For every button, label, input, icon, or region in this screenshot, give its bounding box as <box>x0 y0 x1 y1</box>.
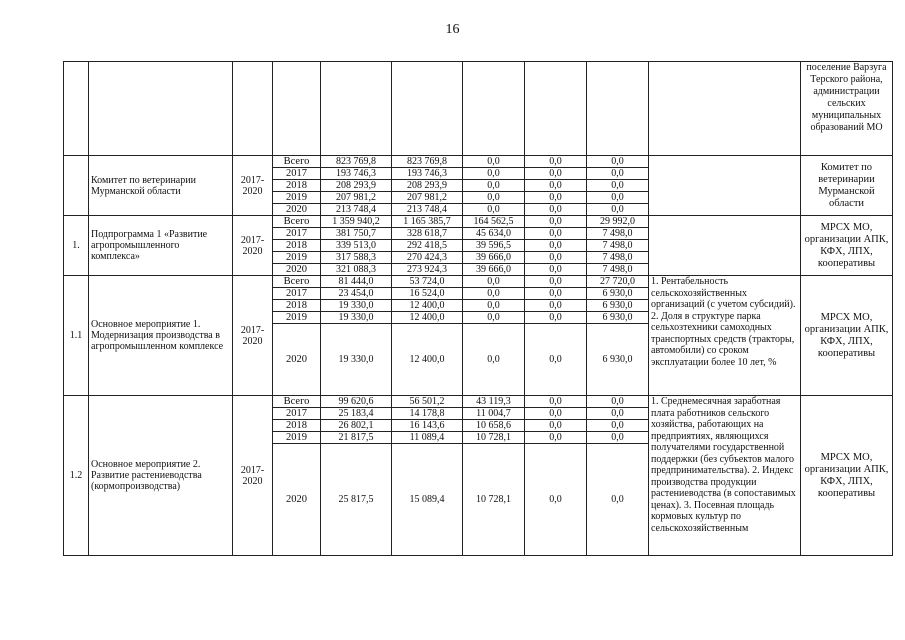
other-cell: 7 498,0 <box>587 252 649 264</box>
local-cell: 0,0 <box>525 228 587 240</box>
total-cell: 25 817,5 <box>321 444 392 556</box>
federal-cell: 0,0 <box>463 312 525 324</box>
local-cell: 0,0 <box>525 432 587 444</box>
local-cell: 0,0 <box>525 264 587 276</box>
regional-cell: 207 981,2 <box>392 192 463 204</box>
program-table <box>63 61 893 556</box>
other-cell: 6 930,0 <box>587 300 649 312</box>
year-cell: Всего <box>273 276 321 288</box>
year-cell: 2017 <box>273 288 321 300</box>
other-cell: 0,0 <box>587 420 649 432</box>
other-cell: 0,0 <box>587 204 649 216</box>
total-cell: 339 513,0 <box>321 240 392 252</box>
other-cell: 6 930,0 <box>587 324 649 396</box>
local-cell: 0,0 <box>525 252 587 264</box>
local-cell: 0,0 <box>525 300 587 312</box>
year-cell: 2017 <box>273 228 321 240</box>
federal-cell: 10 728,1 <box>463 432 525 444</box>
year-cell: 2020 <box>273 324 321 396</box>
total-cell: 213 748,4 <box>321 204 392 216</box>
regional-cell: 12 400,0 <box>392 300 463 312</box>
row-number: 1. <box>64 216 89 276</box>
year-cell: 2020 <box>273 444 321 556</box>
other-cell: 6 930,0 <box>587 288 649 300</box>
regional-cell: 270 424,3 <box>392 252 463 264</box>
indicators-cell: 1. Среднемесячная заработная плата работников сельского хозяйства, работающих на предприятиях, являющихся получателями государственной поддержки (без субъектов малого предпринимательства). 2. Индекс производства продукции растениеводства (в сопоставимых ценах). 3. Посевная площадь кормовых культур по сельскохозяйственным <box>649 396 801 556</box>
local-cell: 0,0 <box>525 312 587 324</box>
period-cell: 2017-2020 <box>233 216 273 276</box>
table-row <box>64 396 893 408</box>
indicators-cell <box>649 216 801 276</box>
regional-cell: 273 924,3 <box>392 264 463 276</box>
federal-cell: 0,0 <box>463 288 525 300</box>
regional-cell: 16 143,6 <box>392 420 463 432</box>
federal-cell: 0,0 <box>463 168 525 180</box>
federal-cell: 10 658,6 <box>463 420 525 432</box>
year-cell: 2019 <box>273 252 321 264</box>
local-cell: 0,0 <box>525 156 587 168</box>
local-cell: 0,0 <box>525 180 587 192</box>
local-cell: 0,0 <box>525 192 587 204</box>
year-cell: 2019 <box>273 432 321 444</box>
executor-cell: МРСХ МО, организации АПК, КФХ, ЛПХ, кооперативы <box>801 396 893 556</box>
year-cell: 2018 <box>273 300 321 312</box>
other-cell: 6 930,0 <box>587 312 649 324</box>
period-cell: 2017-2020 <box>233 276 273 396</box>
regional-cell: 11 089,4 <box>392 432 463 444</box>
federal-cell: 0,0 <box>463 276 525 288</box>
year-cell: Всего <box>273 396 321 408</box>
year-cell: 2017 <box>273 408 321 420</box>
local-cell: 0,0 <box>525 324 587 396</box>
regional-cell: 292 418,5 <box>392 240 463 252</box>
table-row <box>64 216 893 228</box>
regional-cell: 53 724,0 <box>392 276 463 288</box>
row-number: 1.1 <box>64 276 89 396</box>
regional-cell: 193 746,3 <box>392 168 463 180</box>
total-cell: 19 330,0 <box>321 300 392 312</box>
federal-cell: 45 634,0 <box>463 228 525 240</box>
other-cell: 0,0 <box>587 192 649 204</box>
other-cell: 0,0 <box>587 444 649 556</box>
total-cell: 19 330,0 <box>321 312 392 324</box>
total-cell: 99 620,6 <box>321 396 392 408</box>
other-cell: 7 498,0 <box>587 264 649 276</box>
regional-cell: 328 618,7 <box>392 228 463 240</box>
other-cell: 27 720,0 <box>587 276 649 288</box>
total-cell: 207 981,2 <box>321 192 392 204</box>
year-cell: Всего <box>273 216 321 228</box>
other-cell: 0,0 <box>587 156 649 168</box>
total-cell: 321 088,3 <box>321 264 392 276</box>
period-cell: 2017-2020 <box>233 156 273 216</box>
executor-cell: Комитет по ветеринарии Мурманской области <box>801 156 893 216</box>
year-cell: Всего <box>273 156 321 168</box>
year-cell: 2018 <box>273 240 321 252</box>
activity-name: Основное мероприятие 2. Развитие растениеводства (кормопроизводства) <box>89 396 233 556</box>
federal-cell: 0,0 <box>463 156 525 168</box>
regional-cell: 213 748,4 <box>392 204 463 216</box>
regional-cell: 1 165 385,7 <box>392 216 463 228</box>
federal-cell: 0,0 <box>463 180 525 192</box>
activity-name: Комитет по ветеринарии Мурманской области <box>89 156 233 216</box>
continuation-row <box>64 62 893 156</box>
local-cell: 0,0 <box>525 408 587 420</box>
activity-name: Подпрограмма 1 «Развитие агропромышленного комплекса» <box>89 216 233 276</box>
federal-cell: 39 666,0 <box>463 252 525 264</box>
regional-cell: 16 524,0 <box>392 288 463 300</box>
local-cell: 0,0 <box>525 168 587 180</box>
table-row <box>64 276 893 288</box>
local-cell: 0,0 <box>525 444 587 556</box>
federal-cell: 43 119,3 <box>463 396 525 408</box>
other-cell: 7 498,0 <box>587 240 649 252</box>
year-cell: 2018 <box>273 180 321 192</box>
total-cell: 193 746,3 <box>321 168 392 180</box>
row-number <box>64 156 89 216</box>
year-cell: 2020 <box>273 264 321 276</box>
regional-cell: 12 400,0 <box>392 324 463 396</box>
indicators-cell: 1. Рентабельность сельскохозяйственных организаций (с учетом субсидий). 2. Доля в структуре парка сельхозтехники самоходных транспортных средств (тракторы, автомобили) со сроком эксплуатации более 10 лет, % <box>649 276 801 396</box>
other-cell: 7 498,0 <box>587 228 649 240</box>
indicators-cell <box>649 156 801 216</box>
federal-cell: 11 004,7 <box>463 408 525 420</box>
federal-cell: 0,0 <box>463 192 525 204</box>
federal-cell: 39 666,0 <box>463 264 525 276</box>
executor-cell: поселение Варзуга Терского района, администрации сельских муниципальных образований МО <box>801 62 893 156</box>
total-cell: 23 454,0 <box>321 288 392 300</box>
other-cell: 0,0 <box>587 408 649 420</box>
total-cell: 208 293,9 <box>321 180 392 192</box>
federal-cell: 0,0 <box>463 204 525 216</box>
federal-cell: 0,0 <box>463 324 525 396</box>
federal-cell: 39 596,5 <box>463 240 525 252</box>
local-cell: 0,0 <box>525 240 587 252</box>
regional-cell: 823 769,8 <box>392 156 463 168</box>
table-row <box>64 156 893 168</box>
period-cell: 2017-2020 <box>233 396 273 556</box>
total-cell: 25 183,4 <box>321 408 392 420</box>
row-number: 1.2 <box>64 396 89 556</box>
executor-cell: МРСХ МО, организации АПК, КФХ, ЛПХ, кооперативы <box>801 276 893 396</box>
year-cell: 2019 <box>273 192 321 204</box>
local-cell: 0,0 <box>525 216 587 228</box>
total-cell: 19 330,0 <box>321 324 392 396</box>
total-cell: 317 588,3 <box>321 252 392 264</box>
page-number: 16 <box>445 22 460 37</box>
other-cell: 0,0 <box>587 168 649 180</box>
other-cell: 29 992,0 <box>587 216 649 228</box>
year-cell: 2020 <box>273 204 321 216</box>
total-cell: 381 750,7 <box>321 228 392 240</box>
regional-cell: 12 400,0 <box>392 312 463 324</box>
year-cell: 2017 <box>273 168 321 180</box>
total-cell: 26 802,1 <box>321 420 392 432</box>
regional-cell: 15 089,4 <box>392 444 463 556</box>
local-cell: 0,0 <box>525 420 587 432</box>
total-cell: 21 817,5 <box>321 432 392 444</box>
total-cell: 1 359 940,2 <box>321 216 392 228</box>
federal-cell: 164 562,5 <box>463 216 525 228</box>
local-cell: 0,0 <box>525 276 587 288</box>
executor-cell: МРСХ МО, организации АПК, КФХ, ЛПХ, кооперативы <box>801 216 893 276</box>
total-cell: 81 444,0 <box>321 276 392 288</box>
year-cell: 2018 <box>273 420 321 432</box>
federal-cell: 0,0 <box>463 300 525 312</box>
local-cell: 0,0 <box>525 204 587 216</box>
regional-cell: 14 178,8 <box>392 408 463 420</box>
regional-cell: 208 293,9 <box>392 180 463 192</box>
other-cell: 0,0 <box>587 432 649 444</box>
local-cell: 0,0 <box>525 396 587 408</box>
activity-name: Основное мероприятие 1. Модернизация производства в агропромышленном комплексе <box>89 276 233 396</box>
other-cell: 0,0 <box>587 180 649 192</box>
year-cell: 2019 <box>273 312 321 324</box>
local-cell: 0,0 <box>525 288 587 300</box>
total-cell: 823 769,8 <box>321 156 392 168</box>
other-cell: 0,0 <box>587 396 649 408</box>
regional-cell: 56 501,2 <box>392 396 463 408</box>
federal-cell: 10 728,1 <box>463 444 525 556</box>
